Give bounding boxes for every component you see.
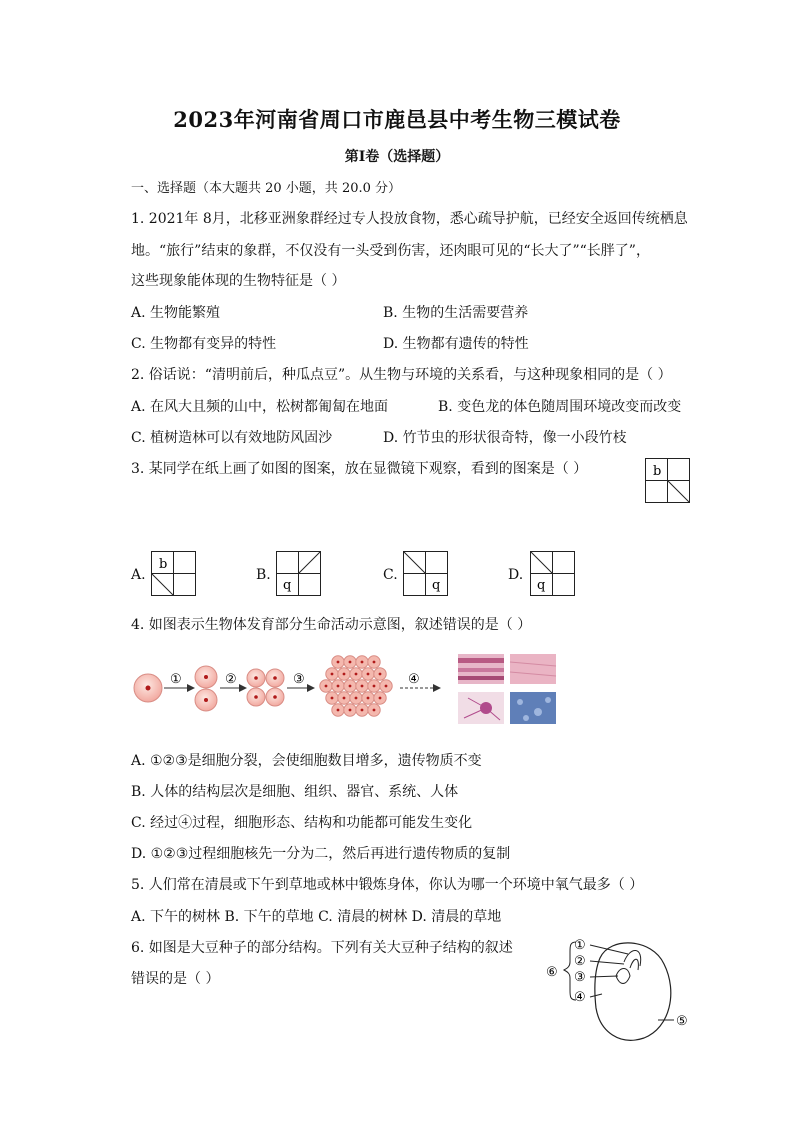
q4-option-a[interactable]: A. ①②③是细胞分裂，会使细胞数目增多，遗传物质不变 [131, 753, 482, 769]
q1-option-b[interactable]: B. 生物的生活需要营养 [383, 305, 529, 321]
mass-cell-nucleus [367, 673, 370, 676]
q3-option-a-label[interactable]: A. [131, 567, 146, 583]
step-3-label: ③ [293, 672, 305, 687]
cell-development-diagram [128, 646, 560, 730]
four-cells [247, 669, 284, 706]
q3-original-letter: b [653, 464, 662, 479]
single-cell [134, 674, 162, 702]
q1-stem-line1: 1. 2021年 8月，北移亚洲象群经过专人投放食物，悉心疏导护航，已经安全返回传统栖息 [131, 211, 688, 227]
q3-stem: 3. 某同学在纸上画了如图的图案，放在显微镜下观察，看到的图案是（ ） [131, 461, 588, 477]
tissue-nerve [458, 692, 504, 724]
mass-cell-nucleus [379, 673, 382, 676]
mass-cell-nucleus [343, 673, 346, 676]
q1-option-d[interactable]: D. 生物都有遗传的特性 [383, 336, 529, 352]
tissue-epithelial [458, 654, 504, 684]
step-4-label: ④ [408, 672, 420, 687]
mass-cell-nucleus [331, 673, 334, 676]
q5-stem: 5. 人们常在清晨或下午到草地或林中锻炼身体，你认为哪一个环境中氧气最多（ ） [131, 877, 644, 893]
q3-option-c-letter: q [432, 578, 441, 593]
label-1: ① [574, 938, 586, 953]
step-1-label: ① [170, 672, 182, 687]
q6-stem-line1: 6. 如图是大豆种子的部分结构。下列有关大豆种子结构的叙述 [131, 940, 513, 956]
q3-option-c-pattern[interactable] [403, 551, 449, 597]
mass-cell-nucleus [349, 685, 352, 688]
mass-cell-nucleus [373, 661, 376, 664]
mass-cell-nucleus [337, 709, 340, 712]
q3-option-b-label[interactable]: B. [256, 567, 271, 583]
two-cells [195, 666, 217, 711]
page-subtitle: 第I卷（选择题） [344, 149, 450, 165]
mass-cell-nucleus [361, 661, 364, 664]
mass-cell-nucleus [385, 685, 388, 688]
mass-cell-nucleus [343, 697, 346, 700]
q3-option-a-letter: b [159, 557, 168, 572]
q4-stem: 4. 如图表示生物体发育部分生命活动示意图，叙述错误的是（ ） [131, 617, 532, 633]
q3-option-d-label[interactable]: D. [508, 567, 524, 583]
q4-option-c[interactable]: C. 经过④过程，细胞形态、结构和功能都可能发生变化 [131, 815, 473, 831]
label-5: ⑤ [676, 1014, 688, 1029]
mass-cell-nucleus [379, 697, 382, 700]
q1-option-a[interactable]: A. 生物能繁殖 [131, 305, 221, 321]
mass-cell-nucleus [349, 709, 352, 712]
mass-cell-nucleus [355, 697, 358, 700]
seed-outline [595, 943, 671, 1040]
mass-cell-nucleus [367, 697, 370, 700]
q5-options[interactable]: A. 下午的树林 B. 下午的草地 C. 清晨的树林 D. 清晨的草地 [131, 909, 502, 925]
label-6: ⑥ [546, 965, 558, 980]
mass-cell-nucleus [373, 709, 376, 712]
q1-option-c[interactable]: C. 生物都有变异的特性 [131, 336, 277, 352]
q2-option-a[interactable]: A. 在风大且频的山中，松树都匍匐在地面 [131, 399, 389, 415]
label-4: ④ [574, 990, 586, 1005]
q3-option-b-letter: q [283, 578, 292, 593]
soybean-seed-diagram [540, 932, 700, 1044]
tissue-muscle [510, 654, 556, 684]
cell-mass [320, 656, 392, 716]
q2-stem: 2. 俗话说：“清明前后，种瓜点豆”。从生物与环境的关系看，与这种现象相同的是（ ） [131, 367, 672, 383]
mass-cell-nucleus [355, 673, 358, 676]
q6-stem-line2: 错误的是（ ） [131, 971, 220, 987]
q4-option-d[interactable]: D. ①②③过程细胞核先一分为二，然后再进行遗传物质的复制 [131, 846, 511, 862]
q4-option-b[interactable]: B. 人体的结构层次是细胞、组织、器官、系统、人体 [131, 784, 459, 800]
mass-cell-nucleus [361, 685, 364, 688]
page-title: 2023年河南省周口市鹿邑县中考生物三模试卷 [173, 107, 621, 132]
mass-cell-nucleus [325, 685, 328, 688]
label-2: ② [574, 954, 586, 969]
mass-cell-nucleus [373, 685, 376, 688]
q2-option-b[interactable]: B. 变色龙的体色随周围环境改变而改变 [438, 399, 682, 415]
q1-stem-line2: 地。“旅行”结束的象群，不仅没有一头受到伤害，还肉眼可见的“长大了”“长胖了”， [131, 243, 650, 259]
q2-option-c[interactable]: C. 植树造林可以有效地防风固沙 [131, 430, 333, 446]
step-2-label: ② [225, 672, 237, 687]
mass-cell-nucleus [361, 709, 364, 712]
q3-option-b-pattern[interactable] [276, 551, 322, 597]
q3-option-d-pattern[interactable] [530, 551, 576, 597]
mass-cell-nucleus [331, 697, 334, 700]
label-3: ③ [574, 970, 586, 985]
section-heading: 一、选择题（本大题共 20 小题，共 20.0 分） [131, 181, 402, 196]
q3-option-a-pattern[interactable] [151, 551, 197, 597]
q3-option-c-label[interactable]: C. [383, 567, 398, 583]
mass-cell-nucleus [337, 685, 340, 688]
q3-original-pattern [645, 458, 691, 504]
q2-option-d[interactable]: D. 竹节虫的形状很奇特，像一小段竹枝 [383, 430, 627, 446]
q1-stem-line3: 这些现象能体现的生物特征是（ ） [131, 273, 346, 289]
q3-option-d-letter: q [537, 578, 546, 593]
tissue-connective [510, 692, 556, 724]
mass-cell-nucleus [337, 661, 340, 664]
mass-cell-nucleus [349, 661, 352, 664]
